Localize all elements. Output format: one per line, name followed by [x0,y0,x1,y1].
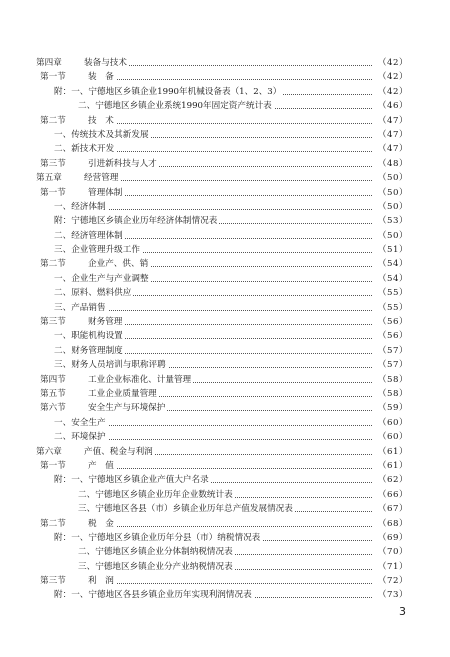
toc-entry-label: 附：一、 [54,86,89,97]
toc-entry-page: （42） [374,56,412,70]
toc-entry-page: （62） [374,473,412,487]
toc-entry-title: 产 值 [88,460,114,471]
toc-entry-page-number: 57 [387,345,399,356]
toc-entry [36,157,412,171]
toc-entry-page: （54） [374,272,412,286]
toc-entry-page: （70） [374,545,412,559]
toc-entry-text [36,186,124,200]
toc-entry-label: 三、 [54,360,72,371]
toc-entry [36,502,412,516]
toc-entry-page: （42） [374,85,412,99]
toc-entry [36,416,412,430]
toc-entry-text [36,445,155,459]
toc-entry-text [36,560,235,574]
toc-entry-text [36,243,142,257]
toc-entry-title: 原料、燃料供应 [71,288,132,299]
toc-entry-page: （54） [374,257,412,271]
toc-entry-text [36,387,159,401]
toc-entry-page: （47） [374,128,412,142]
toc-entry-page: （61） [374,445,412,459]
toc-entry-title: 财务人员培训与职称评聘 [71,360,166,371]
toc-entry-text [36,588,254,602]
toc-entry-page-number: 71 [387,561,399,572]
toc-entry-title: 宁德地区乡镇企业分产业纳税情况表 [95,561,233,572]
toc-entry-title: 管理体制 [88,187,123,198]
toc-entry-label: 二、 [78,101,96,112]
toc-entry-page: （59） [374,401,412,415]
toc-entry-page: （60） [374,416,412,430]
toc-entry-label: 三、 [54,302,72,313]
toc-entry-title: 产品销售 [71,302,106,313]
toc-entry [36,445,412,459]
toc-entry-text [36,286,133,300]
toc-entry [36,99,412,113]
toc-entry [36,229,412,243]
toc-entry-page: （67） [374,502,412,516]
toc-entry-title: 财务管理制度 [71,345,123,356]
toc-entry-title: 宁德地区乡镇企业1990年机械设备表（1、2、3） [88,86,282,97]
toc-entry [36,128,412,142]
toc-entry-title: 企业生产与产业调整 [71,273,149,284]
toc-entry-text [36,531,262,545]
toc-entry-page: （73） [374,588,412,602]
toc-entry-text [36,85,283,99]
toc-entry-title: 宁德地区各县乡镇企业历年实现利润情况表 [88,590,252,601]
toc-entry-page: （58） [374,387,412,401]
toc-entry [36,344,412,358]
toc-entry-page-number: 54 [387,259,399,270]
toc-entry-title: 宁德地区乡镇企业历年分县（市）纳税情况表 [88,532,261,543]
toc-entry-page: （71） [374,560,412,574]
toc-entry [36,358,412,372]
toc-entry-label: 第四节 [40,374,66,385]
toc-entry-title: 安全生产 [71,417,106,428]
toc-entry-page: （56） [374,315,412,329]
toc-entry-page-number: 61 [387,460,399,471]
toc-entry-title: 宁德地区乡镇企业产值大户名录 [88,475,209,486]
toc-entry-page-number: 66 [387,489,399,500]
toc-entry-page-number: 59 [387,403,399,414]
toc-entry [36,85,412,99]
toc-entry-label: 一、 [54,417,72,428]
toc-entry-title: 宁德地区乡镇企业历年企业数统计表 [95,489,233,500]
toc-entry-title: 宁德地区乡镇企业历年经济体制情况表 [71,216,218,227]
toc-entry-label: 二、 [54,288,72,299]
toc-entry-page-number: 50 [387,187,399,198]
toc-entry-text [36,171,120,185]
toc-entry [36,488,412,502]
toc-entry-title: 经济管理体制 [71,230,123,241]
toc-entry-title: 财务管理 [88,317,123,328]
toc-entry [36,430,412,444]
toc-entry-title: 职能机构设置 [71,331,123,342]
toc-entry-title: 工业企业质量管理 [88,388,157,399]
toc-entry-page-number: 60 [387,417,399,428]
toc-entry-label: 一、 [54,273,72,284]
toc-entry [36,401,412,415]
toc-entry-text [36,502,295,516]
toc-entry-page: （56） [374,329,412,343]
toc-entry-label: 第二节 [40,259,66,270]
toc-entry-page-number: 50 [387,173,399,184]
toc-entry-title: 引进新科技与人才 [88,158,157,169]
toc-entry-page-number: 46 [387,101,399,112]
toc-entry-page-number: 58 [387,374,399,385]
toc-entry-label: 三、 [78,504,96,515]
toc-entry-title: 工业企业标准化、计量管理 [88,374,192,385]
toc-entry [36,473,412,487]
toc-entry-page: （50） [374,200,412,214]
toc-entry-label: 一、 [54,129,72,140]
toc-entry-label: 第五章 [36,173,62,184]
toc-entry-page-number: 48 [387,158,399,169]
toc-entry-title: 宁德地区乡镇企业系统1990年固定资产统计表 [95,101,272,112]
toc-entry [36,243,412,257]
toc-entry-page-number: 61 [387,446,399,457]
toc-entry-text [36,358,168,372]
toc-entry-label: 第三节 [40,158,66,169]
toc-entry-page-number: 50 [387,230,399,241]
toc-entry-title: 经营管理 [84,173,119,184]
toc-entry-title: 安全生产与环境保护 [88,403,166,414]
toc-entry-text [36,200,108,214]
toc-entry-title: 利 润 [88,576,114,587]
toc-entry-title: 装 备 [88,72,114,83]
toc-entry [36,186,412,200]
toc-entry-label: 一、 [54,201,72,212]
toc-entry-title: 环境保护 [71,432,106,443]
toc-entry-label: 二、 [54,230,72,241]
toc-entry [36,70,412,84]
toc-entry-page: （68） [374,517,412,531]
toc-entry-text [36,488,235,502]
toc-entry-label: 三、 [54,245,72,256]
toc-entry [36,531,412,545]
toc-entry-text [36,301,108,315]
toc-entry-text [36,229,125,243]
toc-entry-page: （60） [374,430,412,444]
toc-entry-text [36,344,125,358]
toc-entry-page-number: 67 [387,504,399,515]
toc-entry [36,56,412,70]
toc-entry-text [36,142,116,156]
toc-entry-page: （58） [374,373,412,387]
toc-entry-page-number: 57 [387,360,399,371]
toc-entry-page-number: 55 [387,302,399,313]
toc-entry-label: 二、 [54,345,72,356]
toc-entry-label: 第六章 [36,446,62,457]
toc-entry [36,517,412,531]
toc-entry-page-number: 47 [387,129,399,140]
toc-entry-page-number: 58 [387,388,399,399]
table-of-contents [36,56,412,603]
toc-entry-label: 三、 [78,561,96,572]
toc-entry [36,142,412,156]
toc-entry-text [36,257,150,271]
toc-entry-title: 新技术开发 [71,144,115,155]
toc-entry-page-number: 69 [387,532,399,543]
toc-entry-label: 第三节 [40,576,66,587]
toc-entry [36,272,412,286]
toc-entry [36,301,412,315]
toc-entry-text [36,315,124,329]
toc-entry-page: （50） [374,171,412,185]
toc-entry-title: 技 术 [88,115,114,126]
toc-entry-page: （48） [374,157,412,171]
toc-entry [36,560,412,574]
toc-entry [36,114,412,128]
toc-entry-text [36,272,151,286]
toc-entry [36,200,412,214]
toc-entry-text [36,401,167,415]
toc-entry-title: 经济体制 [71,201,106,212]
toc-entry-label: 第一节 [40,460,66,471]
toc-entry-page: （50） [374,229,412,243]
toc-entry-page-number: 42 [387,86,399,97]
toc-entry-label: 二、 [78,489,96,500]
toc-entry-label: 附： [54,216,72,227]
toc-entry-label: 第四章 [36,58,62,68]
toc-entry-text [36,574,116,588]
toc-entry-text [36,70,116,84]
toc-entry-page: （53） [374,214,412,228]
toc-entry-title: 宁德地区各县（市）乡镇企业历年总产值发展情况表 [95,504,293,515]
toc-entry-label: 第一节 [40,187,66,198]
toc-entry [36,257,412,271]
toc-entry [36,459,412,473]
toc-entry-page-number: 60 [387,432,399,443]
toc-entry-page-number: 47 [387,115,399,126]
toc-entry-page-number: 42 [387,72,399,83]
toc-entry-page: （42） [374,70,412,84]
toc-entry-label: 附：一、 [54,590,89,601]
toc-entry-page-number: 62 [387,475,399,486]
toc-entry-page: （61） [374,459,412,473]
toc-entry-page: （69） [374,531,412,545]
toc-entry-page-number: 42 [387,58,399,68]
toc-entry-label: 第六节 [40,403,66,414]
toc-entry-page-number: 68 [387,518,399,529]
toc-entry-text [36,56,129,70]
toc-entry-text [36,430,108,444]
toc-entry [36,214,412,228]
toc-entry-page-number: 55 [387,288,399,299]
toc-entry-page-number: 70 [387,547,399,558]
toc-entry [36,545,412,559]
toc-entry-text [36,214,219,228]
toc-entry-label: 二、 [54,432,72,443]
toc-entry-page-number: 54 [387,273,399,284]
toc-entry-label: 第三节 [40,317,66,328]
toc-entry-text [36,473,211,487]
toc-entry-title: 企业管理升级工作 [71,245,140,256]
toc-entry-title: 产值、税金与利润 [84,446,153,457]
toc-entry-text [36,157,159,171]
page-number: 3 [399,605,406,618]
toc-entry-page: （72） [374,574,412,588]
toc-entry-page-number: 56 [387,331,399,342]
toc-entry-page-number: 72 [387,576,399,587]
toc-entry-label: 附：一、 [54,475,89,486]
toc-entry-label: 二、 [54,144,72,155]
toc-entry-label: 第二节 [40,518,66,529]
toc-entry-label: 二、 [78,547,96,558]
toc-entry-label: 一、 [54,331,72,342]
toc-entry [36,387,412,401]
toc-entry-page-number: 73 [387,590,399,601]
toc-entry-title: 税 金 [88,518,114,529]
toc-entry-page-number: 47 [387,144,399,155]
toc-entry-title: 传统技术及其新发展 [71,129,149,140]
toc-entry [36,286,412,300]
toc-entry [36,373,412,387]
toc-entry-page-number: 56 [387,317,399,328]
toc-entry-page: （66） [374,488,412,502]
toc-entry-text [36,128,151,142]
toc-entry-page: （55） [374,301,412,315]
toc-entry [36,588,412,602]
toc-entry-page: （55） [374,286,412,300]
toc-entry-text [36,114,116,128]
toc-entry-text [36,329,125,343]
toc-entry-label: 第二节 [40,115,66,126]
toc-entry-title: 宁德地区乡镇企业分体制纳税情况表 [95,547,233,558]
toc-entry-text [36,416,108,430]
toc-entry-page: （47） [374,142,412,156]
toc-entry-text [36,517,116,531]
toc-entry-page: （51） [374,243,412,257]
toc-entry-text [36,459,116,473]
toc-entry-title: 企业产、供、销 [88,259,149,270]
toc-entry-label: 附：一、 [54,532,89,543]
toc-entry-page: （57） [374,358,412,372]
toc-entry-page-number: 51 [387,245,399,256]
toc-entry-text [36,99,274,113]
toc-entry-page-number: 53 [387,216,399,227]
toc-entry-text [36,373,193,387]
toc-entry-title: 装备与技术 [84,58,127,68]
toc-entry-page-number: 50 [387,201,399,212]
toc-entry-text [36,545,235,559]
toc-entry-page: （50） [374,186,412,200]
toc-entry [36,574,412,588]
toc-entry-label: 第五节 [40,388,66,399]
toc-entry-page: （57） [374,344,412,358]
toc-entry-page: （46） [374,99,412,113]
toc-entry [36,315,412,329]
toc-entry [36,171,412,185]
toc-entry [36,329,412,343]
toc-entry-page: （47） [374,114,412,128]
toc-entry-label: 第一节 [40,72,66,83]
